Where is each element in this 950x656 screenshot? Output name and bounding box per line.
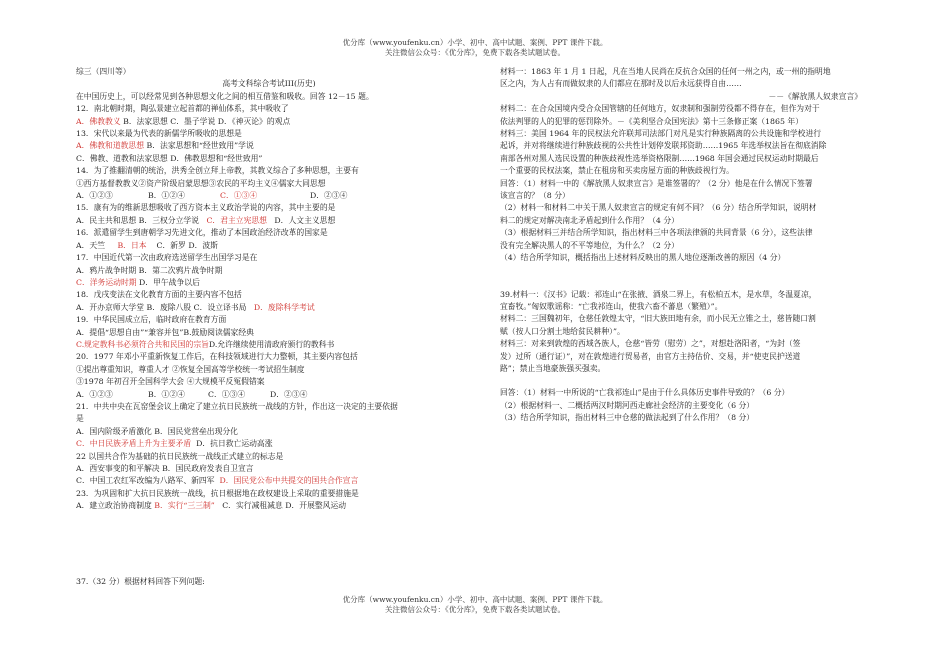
answer-highlight: C．中日民族矛盾上升为主要矛盾 bbox=[76, 439, 192, 449]
option-d: D．人文主义思想 bbox=[274, 215, 336, 225]
material-3-line-4: 一个重要的民权法案，禁止在租房和买卖房屋方面的种族歧视行为。 bbox=[500, 166, 734, 176]
answer-37-line-5: （3）根据材料三并结合所学知识，指出材料三中各项法律颁的共同背景（6 分），这些法律 bbox=[500, 228, 813, 238]
question-20-options bbox=[76, 389, 462, 401]
question-13: 13．宋代以来最为代表的新儒学所吸收的思想是 bbox=[76, 129, 242, 139]
question-23-options bbox=[76, 500, 462, 512]
footer-line-2: 关注微信公众号：《优分库》，免费下载各类试题试卷。 bbox=[385, 605, 565, 614]
answer-39-line-2: （2）根据材料一、二概括两汉时期河西走廊社会经济的主要变化（6 分） bbox=[500, 400, 755, 410]
exam-source: 综三（四川等） bbox=[76, 67, 131, 76]
option-d: D．②③④ bbox=[270, 389, 308, 399]
material-1-line-2: 区之内，为人占有而做奴隶的人们都应在那时及以后永远获得自由…… bbox=[500, 79, 742, 89]
material-2-line-2: 依法判罪的人的犯罪的惩罚除外。－《美利坚合众国宪法》第十三条修正案（1865 年） bbox=[500, 116, 804, 126]
answer-highlight: B．实行“三三制” bbox=[154, 501, 215, 511]
answer-highlight: A．佛教教义 bbox=[76, 116, 121, 126]
spacer bbox=[500, 277, 892, 289]
option-text: B．法家思想 C．墨子学说 D．《神灭论》的观点 bbox=[120, 116, 291, 126]
spacer bbox=[500, 375, 892, 387]
question-13-options bbox=[76, 140, 462, 152]
question-15: 15．康有为的维新思想吸收了西方资本主义政治学说的内容，其中主要的是 bbox=[76, 203, 336, 213]
option-d: D.允许继续使用清政府颁行的教科书 bbox=[208, 339, 335, 349]
option-d: D．甲午战争以后 bbox=[139, 277, 200, 287]
question-37-heading: 37.（32 分）根据材料回答下列问题: bbox=[76, 577, 205, 586]
material-3-line-2: 起诉，并对将继续进行种族歧视的公共性计划停发联邦资助……1965 年选举权法旨在彻底消除 bbox=[500, 141, 827, 151]
question-21-options-ab: A．国内阶级矛盾激化 B．国民党营垒出现分化 bbox=[76, 426, 238, 436]
answer-highlight: C．①③④ bbox=[220, 191, 258, 201]
question-17: 17．中国近代第一次由政府选送留学生出国学习是在 bbox=[76, 253, 258, 263]
question-14-options bbox=[76, 190, 462, 202]
question-21: 21．中共中央在瓦窑堡会议上确定了建立抗日民族统一战线的方针，作出这一决定的主要依据 bbox=[76, 401, 398, 411]
question-23: 23．为巩固和扩大抗日民族统一战线，抗日根据地在政权建设上采取的重要措施是 bbox=[76, 488, 359, 498]
answer-37-line-3: （2）材料一和材料二中关于黑人奴隶宣言的规定有何不同？（6 分）结合所学知识，说明材 bbox=[500, 203, 817, 213]
option-d: D．抗日救亡运动高涨 bbox=[196, 439, 273, 449]
question-21-options-cd bbox=[76, 438, 462, 450]
question-19: 19．中华民国成立后，临时政府在教育方面 bbox=[76, 315, 227, 325]
option-d: D．②③④ bbox=[310, 191, 348, 201]
question-39-line-1: 39.材料一：《汉书》记载：祁连山“在张掖、酒泉二界上，有松柏五木，是水草，冬温夏凉， bbox=[500, 289, 817, 299]
option-text: A．开办京师大学堂 B．废除八股 C．设立译书局 bbox=[76, 302, 247, 312]
question-39-line-3: 材料二：三国魏初年，仓慈任敦煌太守，“旧大族田地有余，而小民无立锥之土，慈皆随口割 bbox=[500, 314, 816, 324]
spacer bbox=[500, 265, 892, 277]
question-12-options bbox=[76, 116, 462, 128]
header-line-1: 优分库（www.youfenku.cn）小学、初中、高中试题、案例、PPT 课件下载。 bbox=[342, 38, 608, 47]
option-c: C．①③④ bbox=[208, 389, 246, 399]
right-column bbox=[500, 66, 892, 425]
material-1-line-1: 材料一：1863 年 1 月 1 日起，凡在当地人民尚在反抗合众国的任何一州之内，或一州的指明地 bbox=[500, 67, 831, 76]
page-footer bbox=[0, 595, 950, 615]
answer-highlight: B．日本 bbox=[117, 240, 147, 250]
question-39-line-6: 发）过所（通行证）”，对在敦煌进行贸易者，由官方主持估价、交易，并“使吏民护送道 bbox=[500, 351, 801, 361]
question-17-options-cd bbox=[76, 277, 462, 289]
option-text: C．实行减租减息 D．开展整风运动 bbox=[222, 501, 347, 511]
option-c: C．中国工农红军改编为八路军、新四军 bbox=[76, 476, 215, 486]
material-2-line-1: 材料二：在合众国境内受合众国管辖的任何地方，奴隶制和强制劳役都不得存在，但作为对于 bbox=[500, 104, 820, 114]
answer-39-line-3: （3）结合所学知识，指出材料三中仓慈的做法起到了什么作用？（8 分） bbox=[500, 413, 755, 423]
answer-37-line-1: 回答：（1）材料一中的《解放黑人奴隶宣言》是谁签署的？（2 分）他是在什么情况下签署 bbox=[500, 178, 813, 188]
question-39-line-7: 路”；禁止当地豪族强买强卖。 bbox=[500, 363, 606, 373]
question-22: 22 以国共合作为基础的抗日民族统一战线正式建立的标志是 bbox=[76, 451, 284, 461]
answer-highlight: C.规定教科书必须符合共和民国的宗旨 bbox=[76, 339, 209, 349]
answer-37-line-2: 该宣言的？（8 分） bbox=[500, 191, 570, 201]
answer-39-line-1: 回答：（1）材料一中所说的“亡我祁连山”是由于什么具体历史事件导致的？（6 分） bbox=[500, 388, 790, 398]
answer-highlight: D．国民党公布中共提交的国共合作宣言 bbox=[219, 476, 359, 486]
question-39-line-4: 赋（按人口分割土地给贫民耕种）”。 bbox=[500, 326, 625, 336]
question-20: 20．1977 年邓小平重新恢复工作后，在科技领域进行大力整顿，其主要内容包括 bbox=[76, 352, 358, 362]
question-22-options-ab: A．西安事变的和平解决 B．国民政府发表自卫宣言 bbox=[76, 464, 254, 473]
option-b: B．①②④ bbox=[148, 191, 185, 201]
question-15-options bbox=[76, 215, 462, 227]
option-a: A．①②③ bbox=[76, 389, 113, 399]
option-text: A．民主共和思想 B．三权分立学说 bbox=[76, 215, 199, 225]
answer-highlight: A．佛教和道教思想 bbox=[76, 141, 145, 151]
answer-37-line-4: 料二的规定对解决南北矛盾起到什么作用？（4 分） bbox=[500, 215, 679, 225]
option-b: B．①②④ bbox=[148, 389, 185, 399]
footer-line-1: 优分库（www.youfenku.cn）小学、初中、高中试题、案例、PPT 课件下载。 bbox=[342, 595, 608, 604]
answer-37-line-7: （4）结合所学知识，概括指出上述材料反映出的黑人地位逐渐改善的原因（4 分） bbox=[500, 253, 786, 263]
option-text: C．新罗 D．波斯 bbox=[156, 240, 218, 250]
material-3-line-1: 材料三：美国 1964 年的民权法允许联邦司法部门对凡是实行种族隔离的公共设施和学校进行 bbox=[500, 129, 822, 139]
question-14: 14．为了推翻清朝的统治，洪秀全创立拜上帝教，其教义综合了多种思想，主要有 bbox=[76, 166, 359, 176]
question-21-cont: 是 bbox=[76, 414, 84, 424]
question-17-options-ab: A．鸦片战争时期 B．第二次鸦片战争时期 bbox=[76, 265, 223, 275]
question-22-options-cd bbox=[76, 475, 462, 487]
option-a: A．建立政治协商制度 bbox=[76, 501, 152, 511]
question-13-options-cd: C．佛教、道教和法家思想 D．佛教思想和“经世致用” bbox=[76, 153, 263, 163]
question-19-options-cd bbox=[76, 339, 462, 351]
question-18-options bbox=[76, 302, 462, 314]
question-16: 16．派遣留学生到唐朝学习先进文化，推动了本国政治经济改革的国家是 bbox=[76, 228, 328, 238]
exam-title: 高考文科综合考试III(历史) bbox=[222, 79, 316, 89]
answer-highlight: C．洋务运动时期 bbox=[76, 277, 137, 287]
question-18: 18．戊戌变法在文化教育方面的主要内容不包括 bbox=[76, 290, 242, 300]
question-39-line-2: 宜畜牧。”匈奴歌谣称：“亡我祁连山，使我六畜不蕃息（繁殖）”。 bbox=[500, 301, 723, 311]
answer-highlight: C．君主立宪思想 bbox=[206, 215, 267, 225]
option-a: A．天竺 bbox=[76, 240, 106, 250]
option-a: A．①②③ bbox=[76, 191, 113, 201]
answer-37-line-6: 没有完全解决黑人的不平等地位，为什么？（2 分） bbox=[500, 240, 679, 250]
material-3-line-3: 南部各州对黑人选民设置的种族歧视性选举资格限制……1968 年国会通过民权运动时期最后 bbox=[500, 153, 819, 163]
question-16-options bbox=[76, 240, 462, 252]
question-14-items: ①西方基督教教义②资产阶级启蒙思想③农民的平均主义④儒家大同思想 bbox=[76, 178, 326, 188]
answer-highlight: D．废除科学考试 bbox=[253, 302, 315, 312]
page-header bbox=[0, 38, 950, 58]
left-column bbox=[76, 66, 462, 513]
material-1-source: －－《解放黑人奴隶宣言》 bbox=[768, 91, 862, 101]
question-20-items-2: ③1978 年初召开全国科学大会 ④大规模平反冤假错案 bbox=[76, 377, 265, 387]
option-text: B．法家思想和“经世致用”学说 bbox=[144, 141, 254, 151]
question-39-line-5: 材料三：对来到敦煌的西域各族人，仓慈“皆劳（慰劳）之”，对想赴洛阳者，“为封（签 bbox=[500, 339, 801, 349]
section-intro: 在中国历史上，可以经常见到各种思想文化之间的相互借鉴和吸收。回答 12－15 题。 bbox=[76, 91, 374, 101]
question-20-items-1: ①提出尊重知识，尊重人才 ②恢复全国高等学校统一考试招生制度 bbox=[76, 364, 305, 374]
question-12: 12．南北朝时期，陶弘景建立起首都的禅仙体系，其中吸收了 bbox=[76, 104, 289, 114]
header-line-2: 关注微信公众号：《优分库》，免费下载各类试题试卷。 bbox=[385, 48, 565, 57]
question-19-options-ab: A．提倡“思想自由”“兼容并包”B.鼓励阅读儒家经典 bbox=[76, 327, 254, 337]
